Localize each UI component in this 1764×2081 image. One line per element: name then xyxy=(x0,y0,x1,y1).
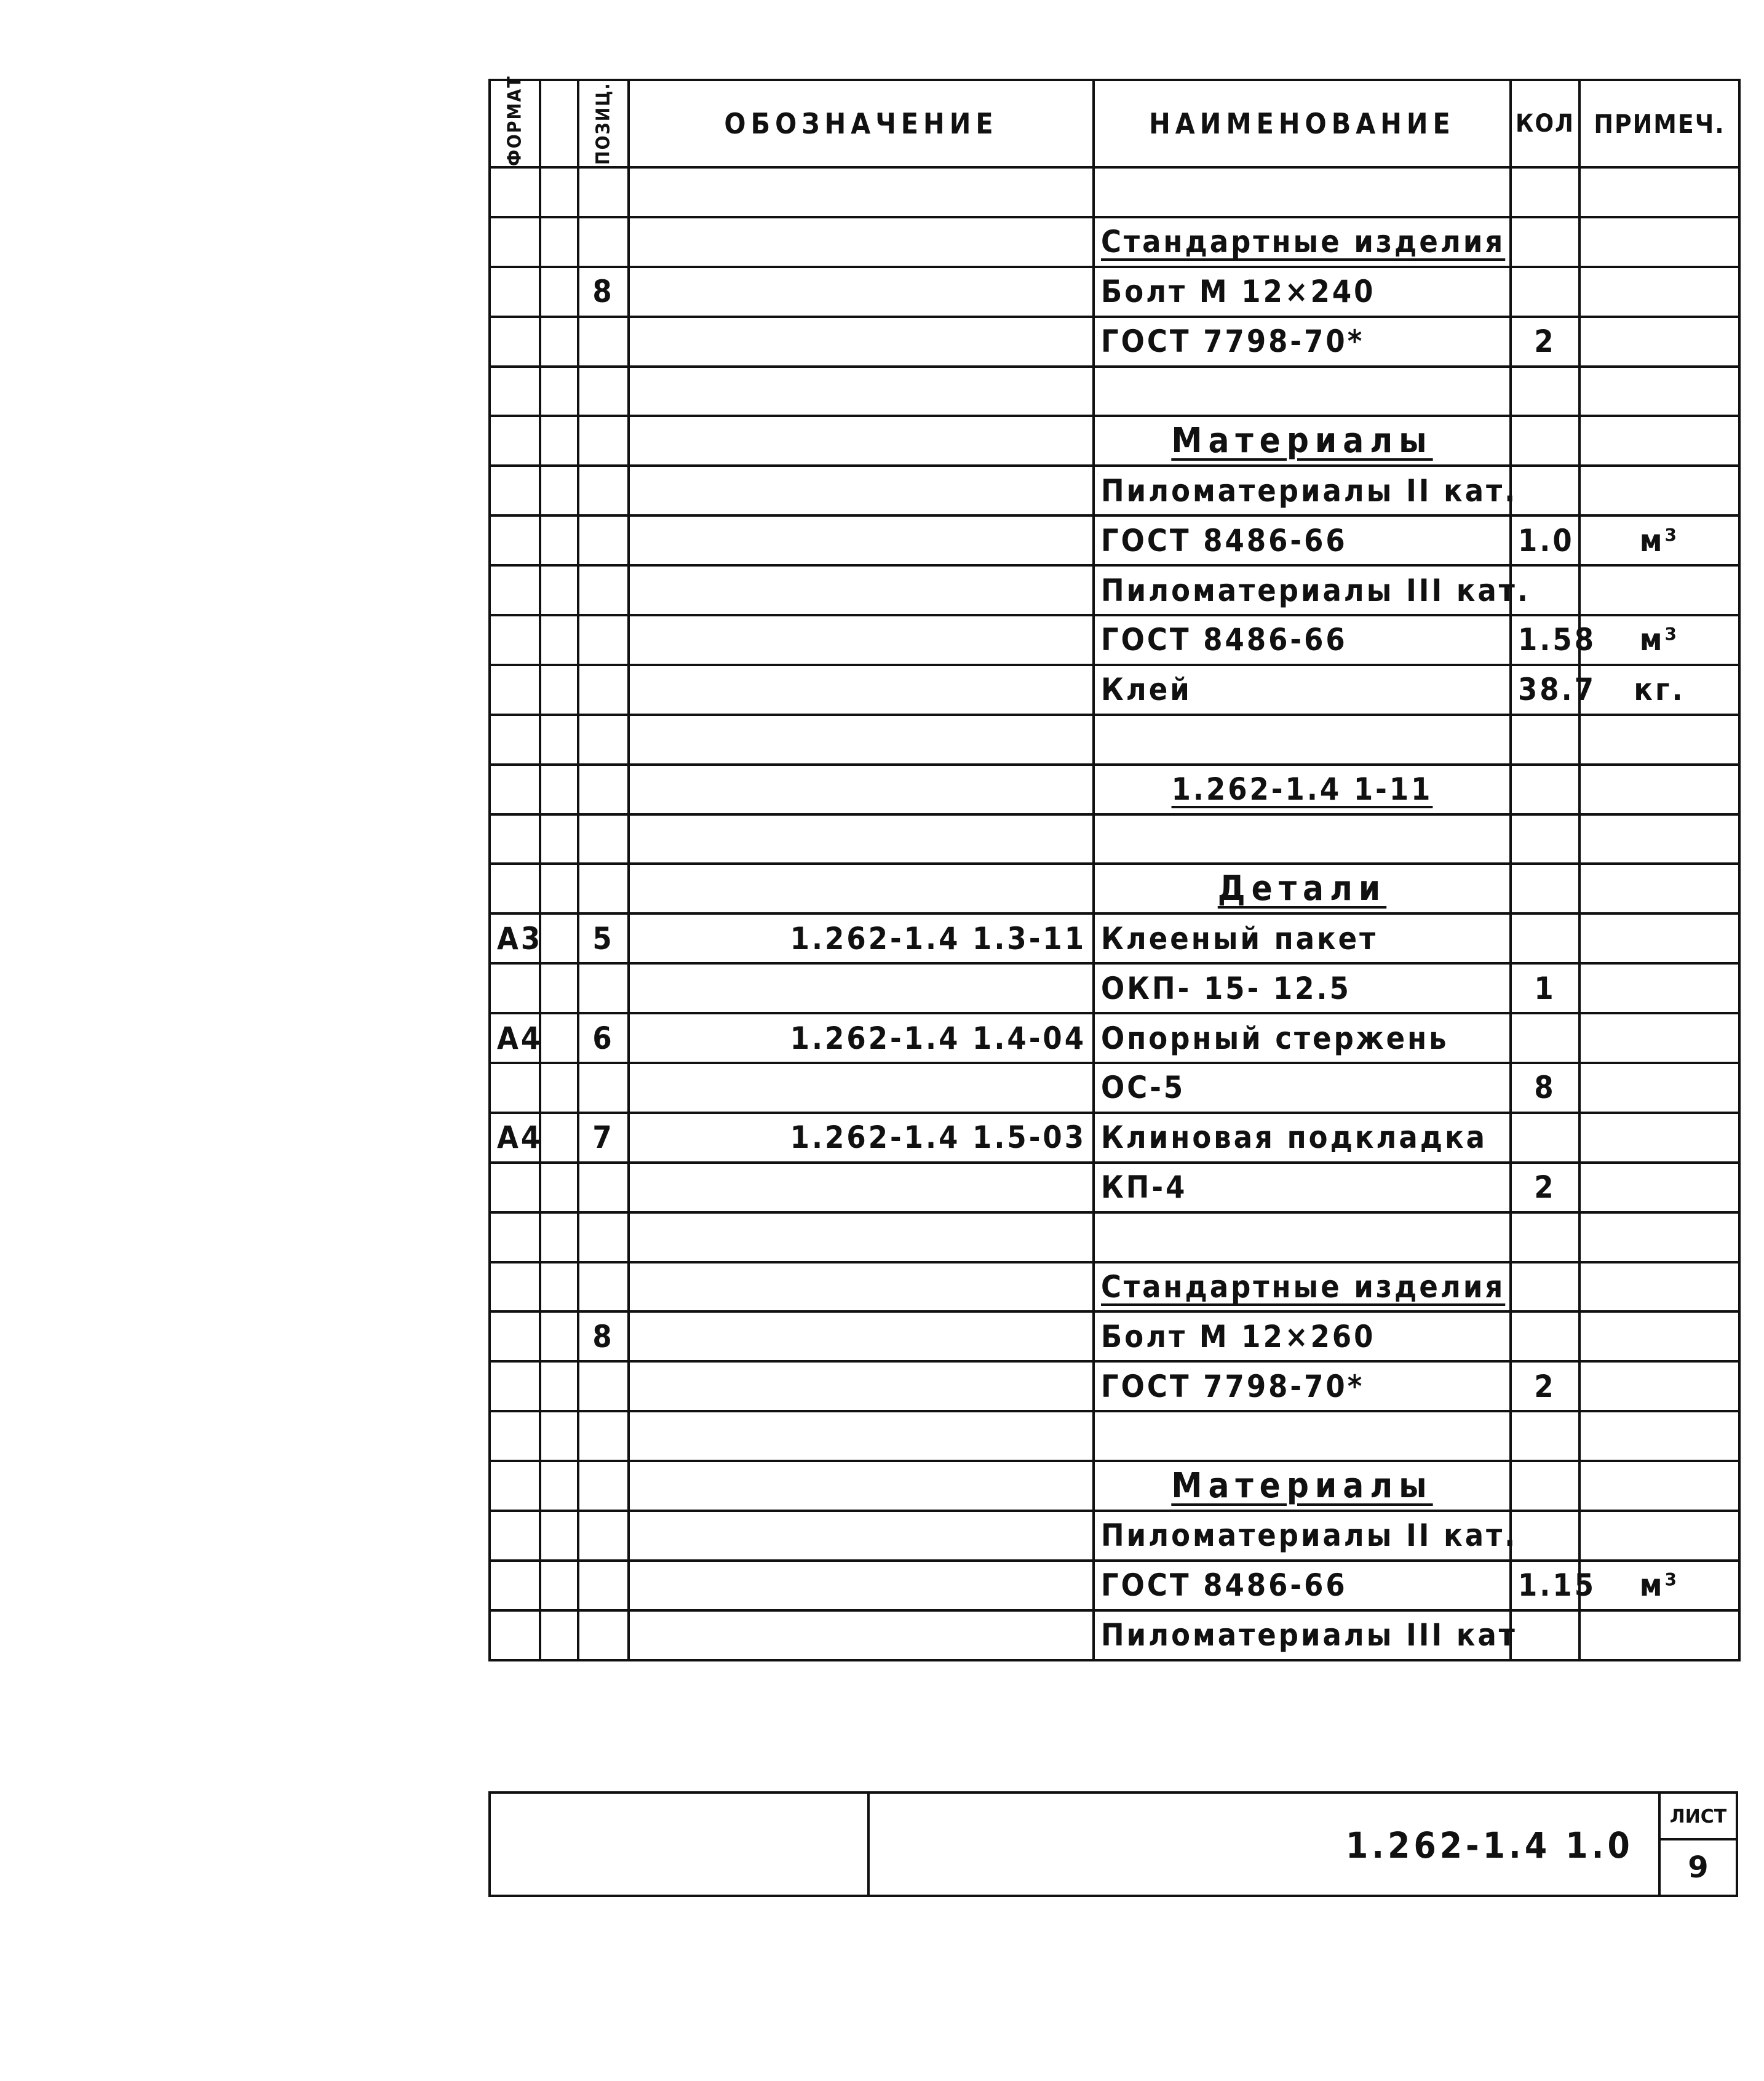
position-cell xyxy=(578,1411,629,1461)
name-cell: Болт М 12×240 xyxy=(1094,267,1511,317)
format-cell xyxy=(490,1311,540,1361)
zone-cell xyxy=(540,1411,578,1461)
note-cell xyxy=(1579,1511,1739,1561)
position-cell xyxy=(578,416,629,466)
zone-cell xyxy=(540,715,578,765)
name-cell: ГОСТ 8486-66 xyxy=(1094,515,1511,565)
qty-cell xyxy=(1511,1610,1579,1660)
title-block xyxy=(488,1791,1738,1897)
name-cell xyxy=(1094,1212,1511,1262)
position-cell xyxy=(578,217,629,267)
format-cell xyxy=(490,765,540,814)
qty-cell: 1.15 xyxy=(1511,1561,1579,1610)
qty-cell: 2 xyxy=(1511,1361,1579,1411)
header-name: НАИМЕНОВАНИЕ xyxy=(1094,80,1511,167)
table-row xyxy=(490,1262,1739,1312)
name-cell xyxy=(1094,167,1511,217)
note-cell xyxy=(1579,317,1739,367)
designation-cell xyxy=(629,515,1094,565)
zone-cell xyxy=(540,1163,578,1212)
designation-cell: 1.262-1.4 1.4-04 xyxy=(629,1013,1094,1063)
designation-cell: 1.262-1.4 1.3-11 xyxy=(629,913,1094,963)
designation-cell xyxy=(629,167,1094,217)
note-cell xyxy=(1579,1610,1739,1660)
zone-cell xyxy=(540,814,578,864)
table-row xyxy=(490,765,1739,814)
table-row xyxy=(490,615,1739,665)
table-row xyxy=(490,267,1739,317)
position-cell xyxy=(578,317,629,367)
table-row xyxy=(490,1561,1739,1610)
qty-cell: 2 xyxy=(1511,317,1579,367)
designation-cell xyxy=(629,1262,1094,1312)
name-cell xyxy=(1094,1262,1511,1312)
format-cell xyxy=(490,1361,540,1411)
position-cell: 8 xyxy=(578,267,629,317)
sheet-label: ЛИСТ xyxy=(1661,1794,1736,1840)
format-cell xyxy=(490,367,540,416)
header-zone xyxy=(540,80,578,167)
zone-cell xyxy=(540,217,578,267)
zone-cell xyxy=(540,1610,578,1660)
zone-cell xyxy=(540,1063,578,1113)
note-cell xyxy=(1579,715,1739,765)
qty-cell xyxy=(1511,1511,1579,1561)
designation-cell xyxy=(629,466,1094,515)
position-cell xyxy=(578,1063,629,1113)
name-cell: ГОСТ 7798-70* xyxy=(1094,1361,1511,1411)
designation-cell xyxy=(629,416,1094,466)
designation-cell xyxy=(629,963,1094,1013)
note-cell xyxy=(1579,1311,1739,1361)
zone-cell xyxy=(540,1212,578,1262)
designation-cell xyxy=(629,1561,1094,1610)
designation-cell xyxy=(629,1361,1094,1411)
zone-cell xyxy=(540,1511,578,1561)
sheet-number: 9 xyxy=(1688,1850,1709,1885)
name-cell: Клиновая подкладка xyxy=(1094,1113,1511,1163)
qty-cell: 1.58 xyxy=(1511,615,1579,665)
zone-cell xyxy=(540,913,578,963)
name-cell: Болт М 12×260 xyxy=(1094,1311,1511,1361)
format-cell xyxy=(490,963,540,1013)
format-cell xyxy=(490,1163,540,1212)
table-row xyxy=(490,367,1739,416)
specification-table xyxy=(488,75,1741,1661)
table-row xyxy=(490,167,1739,217)
note-cell xyxy=(1579,913,1739,963)
designation-cell xyxy=(629,1411,1094,1461)
note-cell xyxy=(1579,1063,1739,1113)
header-note: ПРИМЕЧ. xyxy=(1579,80,1739,167)
note-cell xyxy=(1579,1113,1739,1163)
table-row xyxy=(490,1411,1739,1461)
zone-cell xyxy=(540,367,578,416)
qty-cell xyxy=(1511,1311,1579,1361)
position-cell xyxy=(578,1561,629,1610)
zone-cell xyxy=(540,515,578,565)
qty-cell: 38.7 xyxy=(1511,665,1579,715)
position-cell xyxy=(578,615,629,665)
designation-cell xyxy=(629,1610,1094,1660)
designation-cell xyxy=(629,665,1094,715)
table-row xyxy=(490,1113,1739,1163)
note-cell: м³ xyxy=(1579,615,1739,665)
position-cell xyxy=(578,665,629,715)
section-heading: 1.262-1.4 1-11 xyxy=(1171,771,1433,808)
position-cell xyxy=(578,466,629,515)
note-cell xyxy=(1579,367,1739,416)
table-row xyxy=(490,864,1739,913)
position-cell xyxy=(578,1163,629,1212)
name-cell xyxy=(1094,416,1511,466)
table-row xyxy=(490,1163,1739,1212)
document-code: 1.262-1.4 1.0 xyxy=(1346,1824,1634,1866)
position-cell xyxy=(578,1610,629,1660)
table-row xyxy=(490,1212,1739,1262)
name-cell xyxy=(1094,1461,1511,1511)
name-cell: ОКП- 15- 12.5 xyxy=(1094,963,1511,1013)
name-cell xyxy=(1094,765,1511,814)
qty-cell xyxy=(1511,864,1579,913)
designation-cell xyxy=(629,317,1094,367)
zone-cell xyxy=(540,1013,578,1063)
format-cell xyxy=(490,167,540,217)
qty-cell xyxy=(1511,765,1579,814)
table-body xyxy=(490,167,1739,1660)
zone-cell xyxy=(540,1561,578,1610)
name-cell: ОС-5 xyxy=(1094,1063,1511,1113)
format-cell xyxy=(490,1262,540,1312)
format-cell xyxy=(490,665,540,715)
name-cell xyxy=(1094,367,1511,416)
zone-cell xyxy=(540,565,578,615)
position-cell xyxy=(578,715,629,765)
format-cell xyxy=(490,1461,540,1511)
table-row xyxy=(490,317,1739,367)
zone-cell xyxy=(540,1361,578,1411)
table-row xyxy=(490,1013,1739,1063)
table-row xyxy=(490,963,1739,1013)
zone-cell xyxy=(540,1113,578,1163)
format-cell xyxy=(490,217,540,267)
section-heading: Стандартные изделия xyxy=(1101,224,1506,260)
format-cell: А4 xyxy=(490,1013,540,1063)
specification-sheet xyxy=(488,75,1738,1907)
name-cell: ГОСТ 7798-70* xyxy=(1094,317,1511,367)
designation-cell xyxy=(629,1212,1094,1262)
note-cell xyxy=(1579,1163,1739,1212)
note-cell xyxy=(1579,267,1739,317)
section-heading: Материалы xyxy=(1171,421,1433,461)
header-qty: КОЛ xyxy=(1511,80,1579,167)
position-cell xyxy=(578,1511,629,1561)
note-cell xyxy=(1579,864,1739,913)
zone-cell xyxy=(540,615,578,665)
designation-cell xyxy=(629,1063,1094,1113)
table-row xyxy=(490,1511,1739,1561)
name-cell xyxy=(1094,864,1511,913)
format-cell xyxy=(490,715,540,765)
qty-cell xyxy=(1511,1113,1579,1163)
table-row xyxy=(490,913,1739,963)
format-cell xyxy=(490,267,540,317)
qty-cell xyxy=(1511,1461,1579,1511)
table-row xyxy=(490,665,1739,715)
zone-cell xyxy=(540,416,578,466)
name-cell: Пиломатериалы II кат. xyxy=(1094,466,1511,515)
header-designation: ОБОЗНАЧЕНИЕ xyxy=(629,80,1094,167)
format-cell xyxy=(490,615,540,665)
format-cell xyxy=(490,416,540,466)
qty-cell xyxy=(1511,913,1579,963)
qty-cell xyxy=(1511,1262,1579,1312)
section-heading: Стандартные изделия xyxy=(1101,1269,1506,1305)
section-heading: Материалы xyxy=(1171,1466,1433,1506)
note-cell xyxy=(1579,814,1739,864)
designation-cell xyxy=(629,367,1094,416)
qty-cell: 1.0 xyxy=(1511,515,1579,565)
designation-cell xyxy=(629,814,1094,864)
name-cell: Клееный пакет xyxy=(1094,913,1511,963)
designation-cell xyxy=(629,1511,1094,1561)
designation-cell xyxy=(629,715,1094,765)
zone-cell xyxy=(540,665,578,715)
name-cell: ГОСТ 8486-66 xyxy=(1094,615,1511,665)
position-cell xyxy=(578,765,629,814)
designation-cell xyxy=(629,267,1094,317)
format-cell xyxy=(490,1610,540,1660)
table-row xyxy=(490,565,1739,615)
position-cell xyxy=(578,1461,629,1511)
zone-cell xyxy=(540,864,578,913)
qty-cell xyxy=(1511,267,1579,317)
format-cell xyxy=(490,864,540,913)
qty-cell xyxy=(1511,367,1579,416)
table-row xyxy=(490,1461,1739,1511)
note-cell: кг. xyxy=(1579,665,1739,715)
format-cell xyxy=(490,1063,540,1113)
header-position: ПОЗИЦ. xyxy=(578,80,629,167)
zone-cell xyxy=(540,466,578,515)
note-cell xyxy=(1579,963,1739,1013)
name-cell xyxy=(1094,715,1511,765)
format-cell xyxy=(490,1511,540,1561)
designation-cell xyxy=(629,1311,1094,1361)
header-format: ФОРМАТ xyxy=(490,80,540,167)
note-cell xyxy=(1579,167,1739,217)
table-row xyxy=(490,1610,1739,1660)
note-cell xyxy=(1579,416,1739,466)
zone-cell xyxy=(540,1461,578,1511)
designation-cell xyxy=(629,765,1094,814)
table-row xyxy=(490,217,1739,267)
table-row xyxy=(490,1361,1739,1411)
qty-cell: 2 xyxy=(1511,1163,1579,1212)
note-cell: м³ xyxy=(1579,1561,1739,1610)
position-cell xyxy=(578,864,629,913)
format-cell xyxy=(490,565,540,615)
note-cell xyxy=(1579,1013,1739,1063)
zone-cell xyxy=(540,167,578,217)
designation-cell xyxy=(629,1461,1094,1511)
qty-cell xyxy=(1511,1411,1579,1461)
format-cell xyxy=(490,317,540,367)
designation-cell xyxy=(629,615,1094,665)
format-cell xyxy=(490,1561,540,1610)
table-row xyxy=(490,814,1739,864)
name-cell xyxy=(1094,217,1511,267)
qty-cell xyxy=(1511,1212,1579,1262)
note-cell xyxy=(1579,565,1739,615)
zone-cell xyxy=(540,1311,578,1361)
table-row xyxy=(490,416,1739,466)
table-row xyxy=(490,1311,1739,1361)
table-row xyxy=(490,1063,1739,1113)
position-cell xyxy=(578,814,629,864)
note-cell xyxy=(1579,765,1739,814)
designation-cell xyxy=(629,1163,1094,1212)
name-cell: Пиломатериалы III кат xyxy=(1094,1610,1511,1660)
name-cell xyxy=(1094,1411,1511,1461)
note-cell xyxy=(1579,1262,1739,1312)
note-cell xyxy=(1579,1461,1739,1511)
name-cell xyxy=(1094,814,1511,864)
table-row xyxy=(490,515,1739,565)
position-cell xyxy=(578,515,629,565)
name-cell: Клей xyxy=(1094,665,1511,715)
format-cell xyxy=(490,515,540,565)
qty-cell xyxy=(1511,1013,1579,1063)
position-cell xyxy=(578,1212,629,1262)
designation-cell xyxy=(629,565,1094,615)
position-cell xyxy=(578,367,629,416)
qty-cell xyxy=(1511,814,1579,864)
name-cell: Пиломатериалы II кат. xyxy=(1094,1511,1511,1561)
position-cell xyxy=(578,565,629,615)
note-cell xyxy=(1579,217,1739,267)
format-cell: А3 xyxy=(490,913,540,963)
format-cell xyxy=(490,1212,540,1262)
title-block-divider xyxy=(867,1794,870,1895)
qty-cell xyxy=(1511,167,1579,217)
zone-cell xyxy=(540,317,578,367)
position-cell: 6 xyxy=(578,1013,629,1063)
zone-cell xyxy=(540,963,578,1013)
note-cell xyxy=(1579,1361,1739,1411)
format-cell xyxy=(490,814,540,864)
zone-cell xyxy=(540,765,578,814)
qty-cell: 8 xyxy=(1511,1063,1579,1113)
note-cell xyxy=(1579,1411,1739,1461)
qty-cell xyxy=(1511,466,1579,515)
note-cell: м³ xyxy=(1579,515,1739,565)
note-cell xyxy=(1579,1212,1739,1262)
name-cell: Опорный стержень xyxy=(1094,1013,1511,1063)
table-header-row xyxy=(490,80,1739,167)
format-cell: А4 xyxy=(490,1113,540,1163)
zone-cell xyxy=(540,1262,578,1312)
name-cell: Пиломатериалы III кат. xyxy=(1094,565,1511,615)
position-cell xyxy=(578,167,629,217)
position-cell: 5 xyxy=(578,913,629,963)
designation-cell xyxy=(629,217,1094,267)
qty-cell: 1 xyxy=(1511,963,1579,1013)
designation-cell: 1.262-1.4 1.5-03 xyxy=(629,1113,1094,1163)
position-cell xyxy=(578,963,629,1013)
qty-cell xyxy=(1511,416,1579,466)
sheet-box xyxy=(1658,1794,1736,1895)
position-cell xyxy=(578,1361,629,1411)
zone-cell xyxy=(540,267,578,317)
format-cell xyxy=(490,1411,540,1461)
table-row xyxy=(490,715,1739,765)
format-cell xyxy=(490,466,540,515)
section-heading: Детали xyxy=(1217,869,1387,909)
position-cell xyxy=(578,1262,629,1312)
table-row xyxy=(490,466,1739,515)
designation-cell xyxy=(629,864,1094,913)
position-cell: 8 xyxy=(578,1311,629,1361)
position-cell: 7 xyxy=(578,1113,629,1163)
name-cell: КП-4 xyxy=(1094,1163,1511,1212)
qty-cell xyxy=(1511,217,1579,267)
name-cell: ГОСТ 8486-66 xyxy=(1094,1561,1511,1610)
note-cell xyxy=(1579,466,1739,515)
qty-cell xyxy=(1511,715,1579,765)
